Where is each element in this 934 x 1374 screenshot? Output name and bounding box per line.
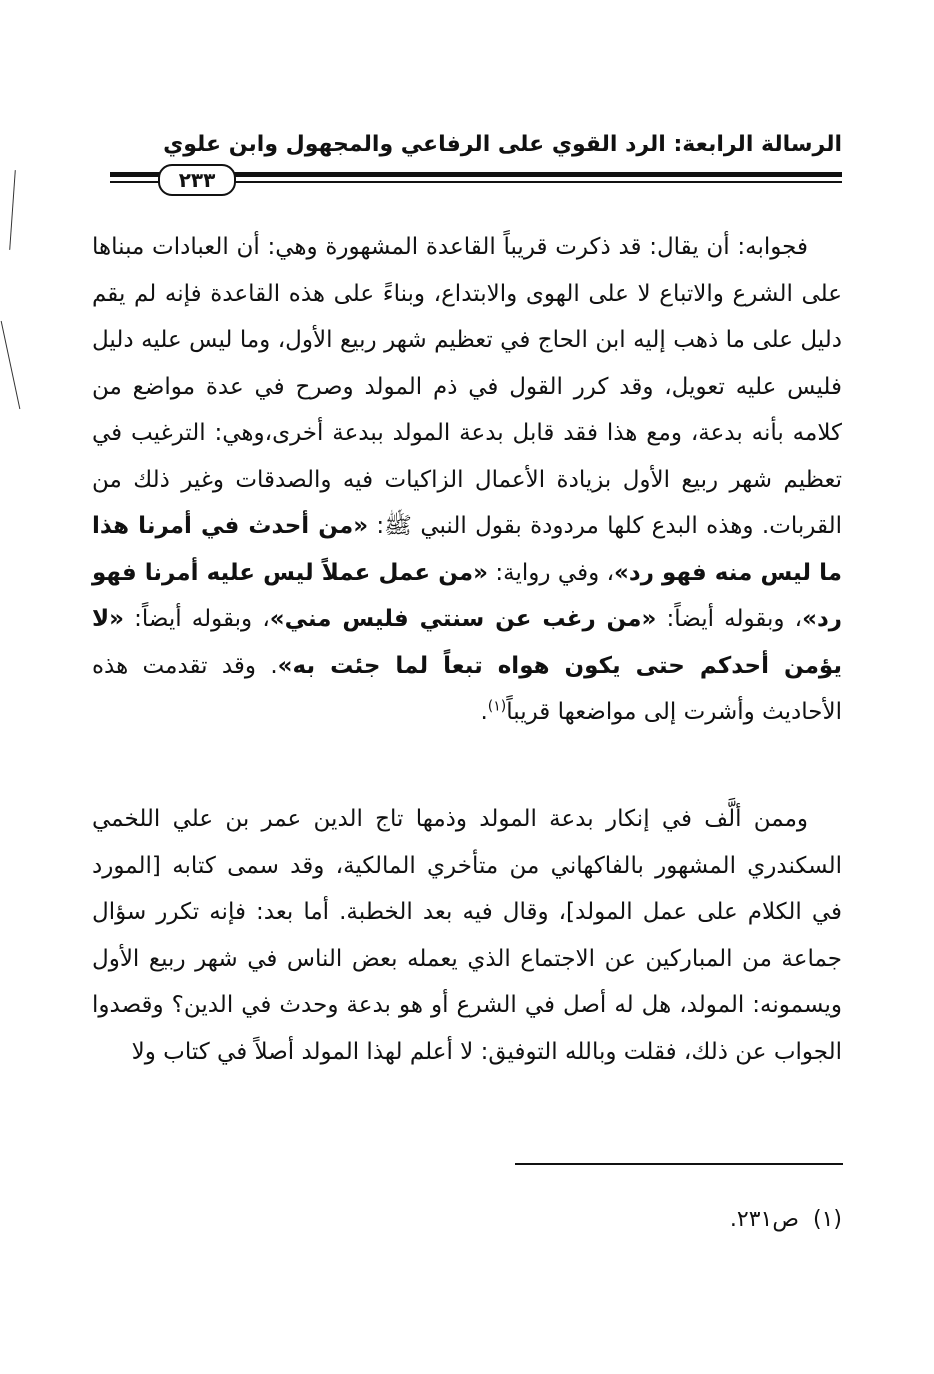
paragraph-text: وممن ألَّف في إنكار بدعة المولد وذمها تاج الدين عمر بن علي اللخمي السكندري المشهور بالفاكهاني من متأخري المالكية، وقد سمى كتابه [المورد في الكلام على عمل المولد]، وقال فيه بعد الخطبة. أما بعد: فإنه تكرر سؤال جماعة من المباركين عن الاجتماع الذي يعمله بعض الناس في شهر ربيع الأول ويسمونه: المولد، هل له أصل في الشرع أو هو بدعة وحدث في الدين؟ وقصدوا الجواب عن ذلك، فقلت وبالله التوفيق: لا أعلم لهذا المولد أصلاً في كتاب ولا (92, 806, 842, 1065)
running-header-title: الرسالة الرابعة: الرد القوي على الرفاعي والمجهول وابن علوي (163, 132, 842, 157)
paragraph-text: . (480, 699, 488, 725)
paragraph-text: . وقد تقدمت هذه الأحاديث وأشرت إلى مواضعها قريباً (92, 652, 842, 725)
paragraph-text: ، وفي رواية: (488, 559, 615, 586)
footnote-marker: (١) (812, 1207, 842, 1232)
scan-artifact-mark (1, 321, 21, 409)
header-rule (232, 181, 842, 183)
paragraph-text: ، وبقوله أيضاً: (656, 606, 803, 632)
footnote-text: ص٢٣١. (729, 1207, 799, 1232)
footnote-reference[interactable]: (١) (487, 698, 507, 715)
footnote (92, 1202, 842, 1238)
hadith-quote: «لا يؤمن أحدكم حتى يكون هواه تبعاً لما جئت به» (92, 606, 842, 679)
hadith-quote: «من أحدث في أمرنا هذا ما ليس منه فهو رد» (92, 513, 843, 586)
paragraph-text: فجوابه: أن يقال: قد ذكرت قريباً القاعدة المشهورة وهي: أن العبادات مبناها على الشرع والاتباع لا على الهوى والابتداع، وبناءً على هذه القاعدة فإنه لم يقم دليل على ما ذهب إليه ابن الحاج في تعظيم شهر ربيع الأول، وما ليس عليه دليل فليس عليه تعويل، وقد كرر القول في ذم المولد وصرح في عدة مواضع من كلامه بأنه بدعة، ومع هذا فقد قابل بدعة المولد ببدعة أخرى،وهي: الترغيب في تعظيم شهر ربيع الأول بزيادة الأعمال الزاكيات فيه والصدقات وغير ذلك من القربات. وهذه البدع كلها مردودة بقول النبي ﷺ: (92, 234, 843, 539)
header-rule (110, 172, 160, 177)
footnote-separator (515, 1163, 843, 1165)
hadith-quote: «من رغب عن سنتي فليس مني» (269, 606, 657, 632)
hadith-quote: «من عمل عملاً ليس عليه أمرنا فهو رد» (92, 559, 843, 632)
body-paragraph (92, 224, 842, 736)
header-rule (232, 172, 842, 177)
header-rule (110, 181, 160, 183)
body-paragraph (92, 796, 842, 1075)
scan-artifact-mark (9, 170, 16, 250)
page-number: ٢٣٣ (158, 164, 236, 196)
paragraph-text: ، وبقوله أيضاً: (123, 606, 270, 632)
